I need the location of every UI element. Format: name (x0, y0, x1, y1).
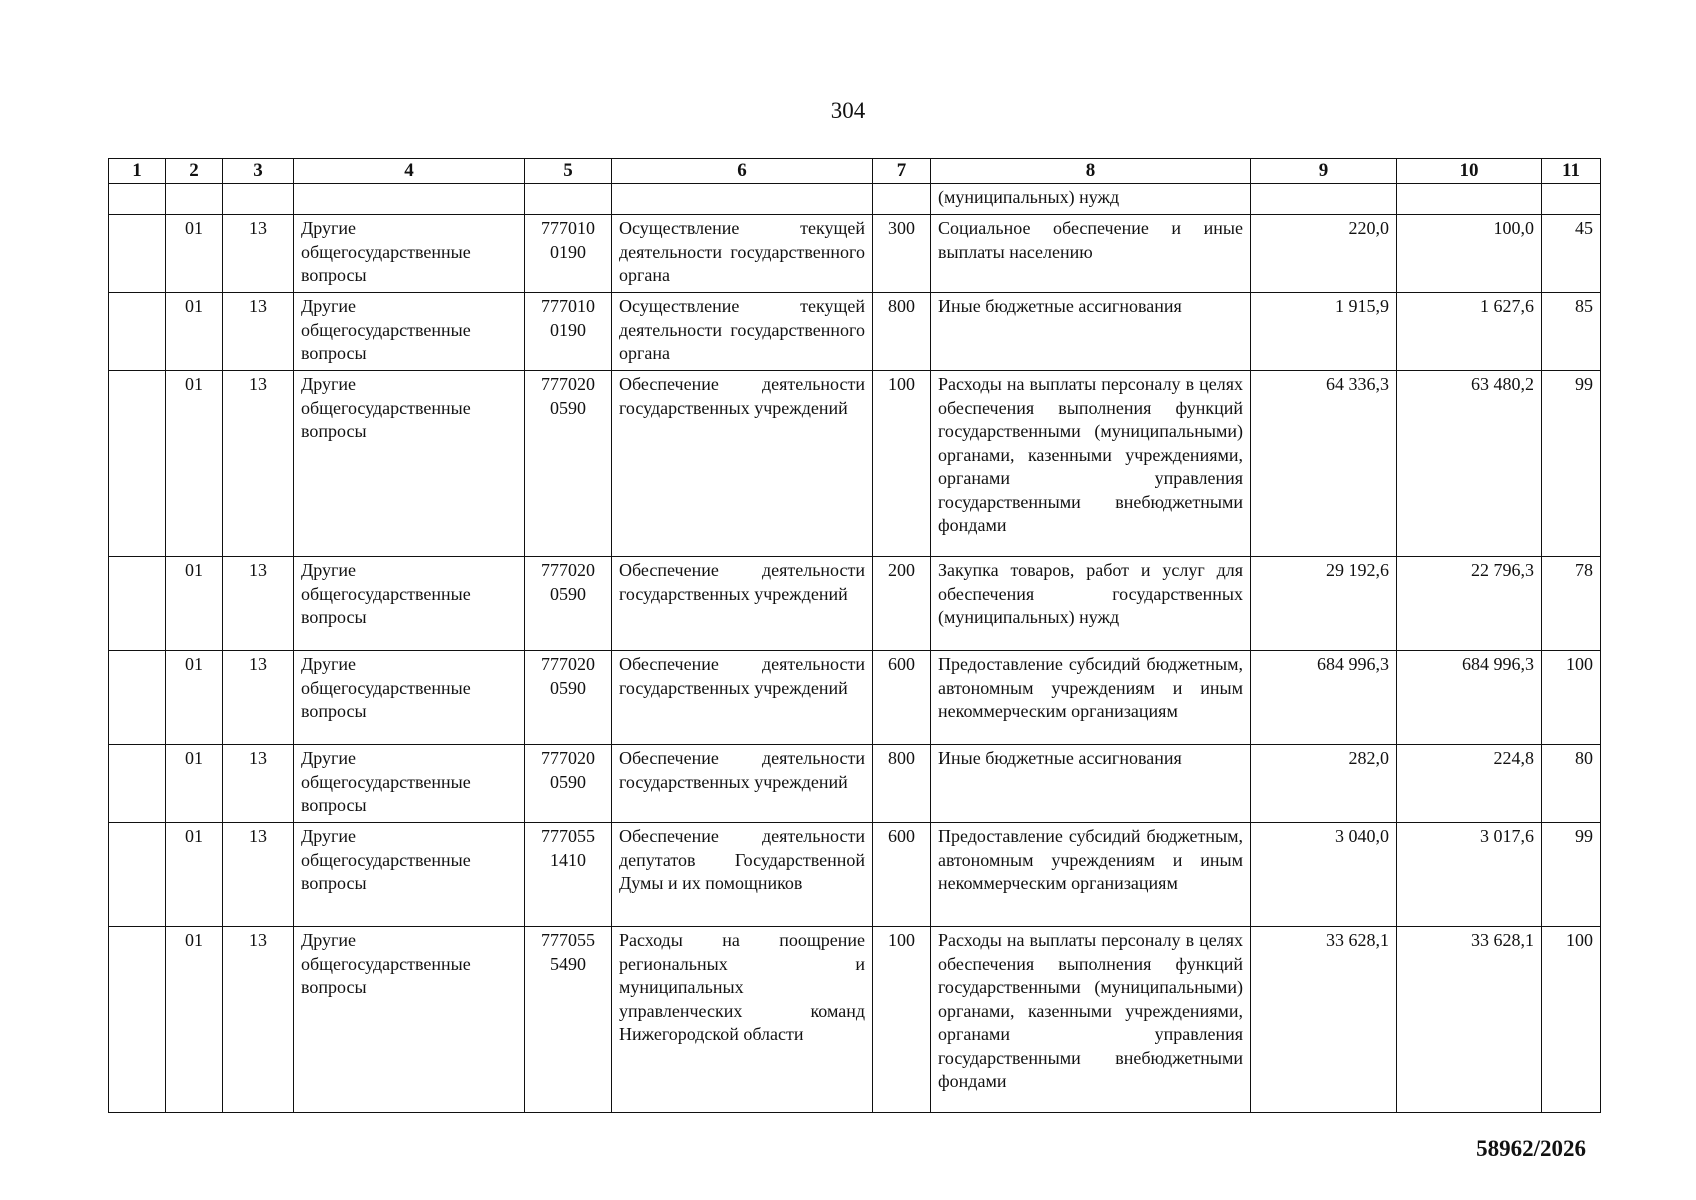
cell-section: 01 (166, 823, 223, 927)
cell-number (109, 651, 166, 745)
cell-percent: 85 (1542, 293, 1601, 371)
cell-subsection: 13 (223, 823, 294, 927)
col-header-5: 5 (525, 159, 612, 184)
cell-section-name: Другие общегосударственные вопросы (294, 371, 525, 557)
cell-expense-code: 600 (873, 651, 931, 745)
cell-expense-type: Предоставление субсидий бюджетным, автономным учреждениям и иным некоммерческим организациям (931, 823, 1251, 927)
col-header-7: 7 (873, 159, 931, 184)
cell-subsection: 13 (223, 745, 294, 823)
cell-target-name: Осуществление текущей деятельности государственного органа (612, 293, 873, 371)
cell-section: 01 (166, 215, 223, 293)
table-row (109, 557, 1601, 651)
cell-expense-type: (муниципальных) нужд (931, 184, 1251, 215)
cell-section-name: Другие общегосударственные вопросы (294, 293, 525, 371)
continuation-row (109, 184, 1601, 215)
cell-section: 01 (166, 557, 223, 651)
table-row (109, 293, 1601, 371)
cell-approved-amount: 29 192,6 (1251, 557, 1397, 651)
cell-percent: 80 (1542, 745, 1601, 823)
cell-section: 01 (166, 651, 223, 745)
cell-section-name: Другие общегосударственные вопросы (294, 215, 525, 293)
cell-approved-amount: 33 628,1 (1251, 927, 1397, 1113)
cell-expense-code: 800 (873, 745, 931, 823)
cell-approved-amount: 64 336,3 (1251, 371, 1397, 557)
header-row (109, 159, 1601, 184)
cell-number (109, 557, 166, 651)
cell-target-code: 777055 1410 (525, 823, 612, 927)
cell-target-name: Обеспечение деятельности государственных учреждений (612, 651, 873, 745)
cell-number (109, 215, 166, 293)
table-row (109, 651, 1601, 745)
cell-expense-type: Закупка товаров, работ и услуг для обеспечения государственных (муниципальных) нужд (931, 557, 1251, 651)
cell-target-code: 777020 0590 (525, 557, 612, 651)
cell-executed-amount: 684 996,3 (1397, 651, 1542, 745)
cell-target-name: Обеспечение деятельности депутатов Государственной Думы и их помощников (612, 823, 873, 927)
table-row (109, 927, 1601, 1113)
cell-subsection: 13 (223, 293, 294, 371)
cell-executed-amount: 224,8 (1397, 745, 1542, 823)
document-number: 58962/2026 (1476, 1136, 1586, 1161)
cell-expense-code: 600 (873, 823, 931, 927)
cell-section-name: Другие общегосударственные вопросы (294, 557, 525, 651)
col-header-2: 2 (166, 159, 223, 184)
cell-expense-code: 300 (873, 215, 931, 293)
cell-percent: 99 (1542, 823, 1601, 927)
cell-subsection: 13 (223, 371, 294, 557)
cell-executed-amount: 1 627,6 (1397, 293, 1542, 371)
cell-subsection: 13 (223, 557, 294, 651)
page-number: 304 (830, 98, 866, 123)
col-header-1: 1 (109, 159, 166, 184)
cell-percent: 100 (1542, 651, 1601, 745)
col-header-8: 8 (931, 159, 1251, 184)
cell-section: 01 (166, 371, 223, 557)
col-header-6: 6 (612, 159, 873, 184)
col-header-4: 4 (294, 159, 525, 184)
cell-approved-amount: 220,0 (1251, 215, 1397, 293)
cell-subsection: 13 (223, 927, 294, 1113)
cell-executed-amount: 22 796,3 (1397, 557, 1542, 651)
cell-target-name: Обеспечение деятельности государственных учреждений (612, 371, 873, 557)
cell-executed-amount: 33 628,1 (1397, 927, 1542, 1113)
cell-section: 01 (166, 293, 223, 371)
col-header-10: 10 (1397, 159, 1542, 184)
cell-expense-type: Расходы на выплаты персоналу в целях обеспечения выполнения функций государственными (муниципальными) органами, казенными учреждениями, органами управления государственными внебюджетными фондами (931, 927, 1251, 1113)
cell-executed-amount: 3 017,6 (1397, 823, 1542, 927)
cell-target-code: 777055 5490 (525, 927, 612, 1113)
cell-number (109, 927, 166, 1113)
cell-section-name: Другие общегосударственные вопросы (294, 745, 525, 823)
cell-approved-amount: 3 040,0 (1251, 823, 1397, 927)
cell-target-code: 777020 0590 (525, 371, 612, 557)
cell-expense-code: 800 (873, 293, 931, 371)
cell-expense-type: Социальное обеспечение и иные выплаты населению (931, 215, 1251, 293)
cell-section-name: Другие общегосударственные вопросы (294, 823, 525, 927)
cell-number (109, 823, 166, 927)
budget-table (108, 158, 1601, 1113)
col-header-11: 11 (1542, 159, 1601, 184)
cell-approved-amount: 684 996,3 (1251, 651, 1397, 745)
cell-percent: 100 (1542, 927, 1601, 1113)
cell-percent: 45 (1542, 215, 1601, 293)
table-row (109, 823, 1601, 927)
cell-number (109, 293, 166, 371)
cell-approved-amount: 1 915,9 (1251, 293, 1397, 371)
cell-expense-code: 100 (873, 371, 931, 557)
cell-target-code: 777020 0590 (525, 745, 612, 823)
cell-expense-code: 200 (873, 557, 931, 651)
cell-target-code: 777010 0190 (525, 293, 612, 371)
cell-expense-type: Иные бюджетные ассигнования (931, 293, 1251, 371)
cell-section-name: Другие общегосударственные вопросы (294, 651, 525, 745)
cell-target-code: 777010 0190 (525, 215, 612, 293)
table-row (109, 745, 1601, 823)
table-row (109, 371, 1601, 557)
cell-target-name: Расходы на поощрение региональных и муниципальных управленческих команд Нижегородской области (612, 927, 873, 1113)
col-header-9: 9 (1251, 159, 1397, 184)
cell-subsection: 13 (223, 651, 294, 745)
cell-expense-code: 100 (873, 927, 931, 1113)
cell-expense-type: Иные бюджетные ассигнования (931, 745, 1251, 823)
cell-expense-type: Предоставление субсидий бюджетным, автономным учреждениям и иным некоммерческим организациям (931, 651, 1251, 745)
cell-percent: 99 (1542, 371, 1601, 557)
cell-number (109, 745, 166, 823)
cell-section: 01 (166, 745, 223, 823)
col-header-3: 3 (223, 159, 294, 184)
cell-section-name: Другие общегосударственные вопросы (294, 927, 525, 1113)
cell-executed-amount: 63 480,2 (1397, 371, 1542, 557)
cell-target-name: Осуществление текущей деятельности государственного органа (612, 215, 873, 293)
table-row (109, 215, 1601, 293)
cell-subsection: 13 (223, 215, 294, 293)
cell-number (109, 371, 166, 557)
cell-approved-amount: 282,0 (1251, 745, 1397, 823)
cell-executed-amount: 100,0 (1397, 215, 1542, 293)
cell-target-name: Обеспечение деятельности государственных учреждений (612, 557, 873, 651)
cell-target-name: Обеспечение деятельности государственных учреждений (612, 745, 873, 823)
cell-percent: 78 (1542, 557, 1601, 651)
cell-target-code: 777020 0590 (525, 651, 612, 745)
cell-section: 01 (166, 927, 223, 1113)
cell-expense-type: Расходы на выплаты персоналу в целях обеспечения выполнения функций государственными (муниципальными) органами, казенными учреждениями, органами управления государственными внебюджетными фондами (931, 371, 1251, 557)
